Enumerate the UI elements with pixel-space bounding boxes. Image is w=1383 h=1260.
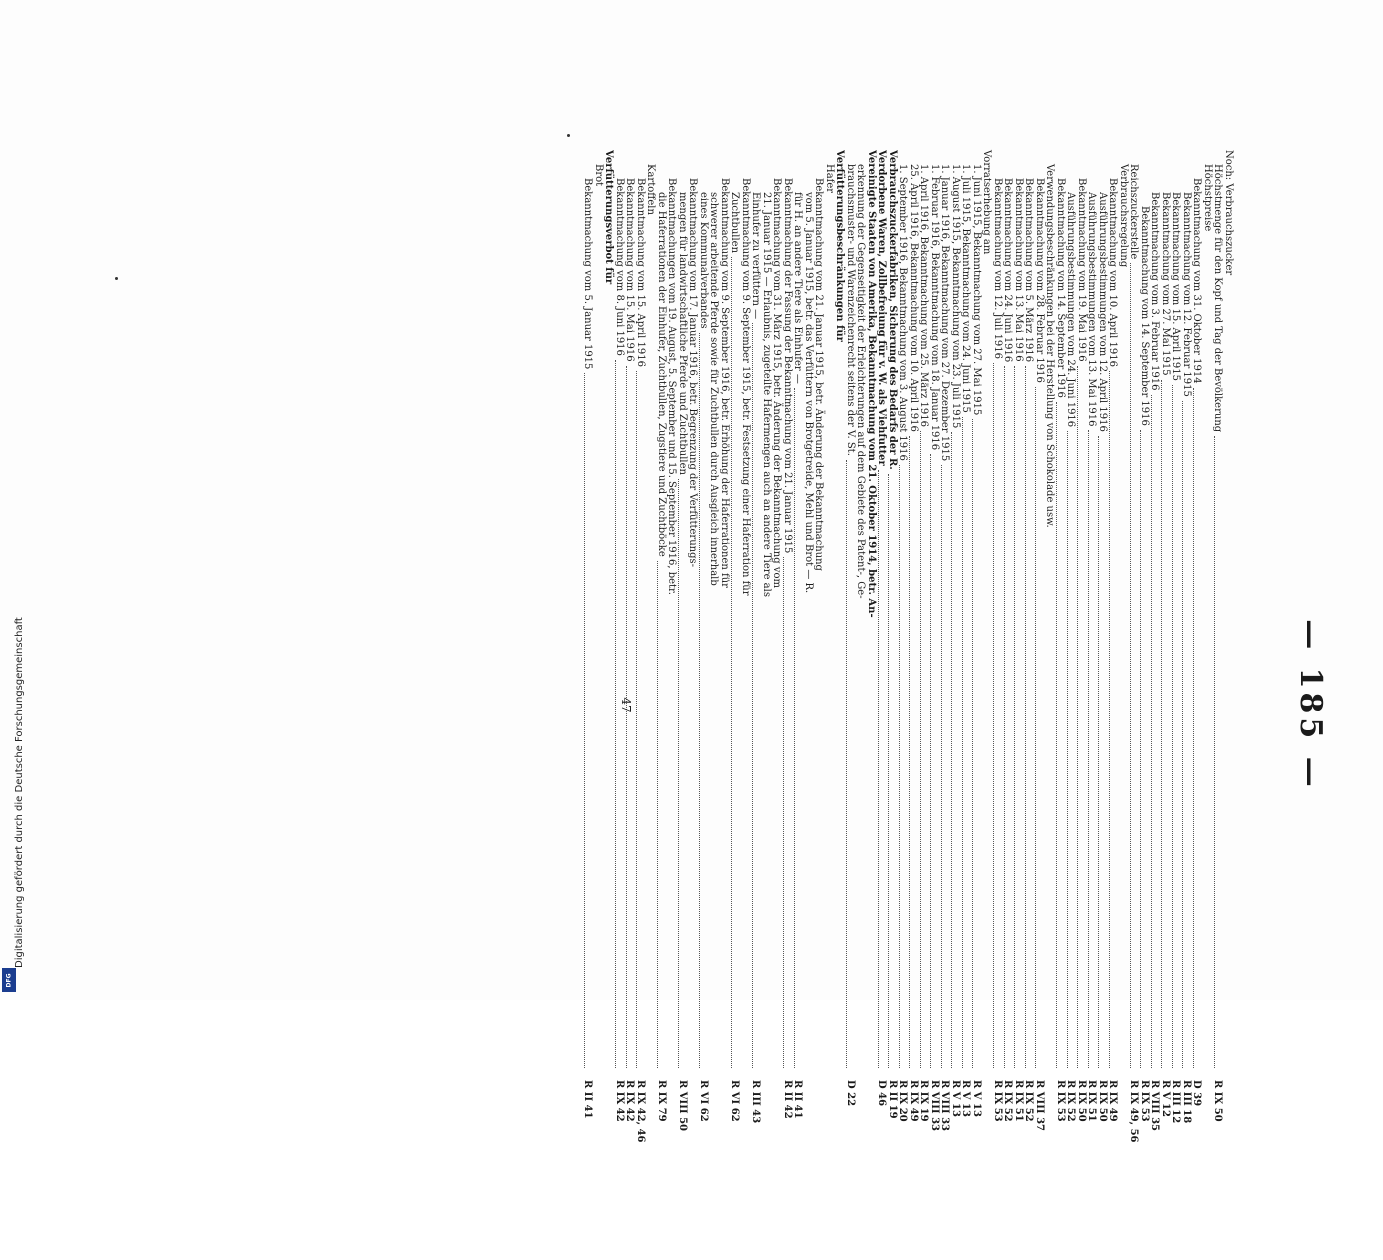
entry-reference: R VIII 50 bbox=[677, 1080, 688, 1131]
entry-text: Verfütterungsbeschränkungen für bbox=[834, 150, 846, 342]
index-entry bbox=[876, 150, 887, 1190]
entry-reference: R IX 42 bbox=[614, 1080, 625, 1122]
entry-reference: R II 42 bbox=[782, 1080, 793, 1119]
leader-dots bbox=[910, 436, 911, 1068]
index-entry bbox=[1118, 150, 1129, 1190]
entry-text: Höchstmenge für den Kopf und Tag der Bevölkerung bbox=[1212, 164, 1224, 433]
leader-dots bbox=[1130, 263, 1131, 1068]
entry-text: Ausführungsbestimmungen vom 13. Mai 1916 bbox=[1086, 192, 1098, 427]
index-entry bbox=[603, 150, 614, 1190]
entry-text: Ausführungsbestimmungen vom 24. Juni 1916 bbox=[1065, 192, 1077, 428]
entry-text: Bekanntmachung vom 13. Mai 1916 bbox=[1013, 178, 1024, 362]
index-entry bbox=[750, 150, 761, 1190]
leader-dots bbox=[962, 417, 963, 1068]
entry-text: Ausführungsbestimmungen vom 12. April 1916 bbox=[1097, 192, 1108, 432]
index-entry bbox=[761, 150, 772, 1190]
entry-text: Bekanntmachung vom 5. Januar 1915 bbox=[582, 178, 594, 370]
entry-reference: R VIII 37 bbox=[1034, 1080, 1045, 1131]
index-entry bbox=[824, 150, 835, 1190]
entry-reference: R IX 51 bbox=[1013, 1080, 1024, 1122]
entry-text: Bekanntmachung vom 31. Oktober 1914 bbox=[1191, 178, 1203, 384]
index-entry bbox=[1086, 150, 1097, 1190]
index-entry bbox=[708, 150, 719, 1190]
entry-text: 1. September 1916, Bekanntmachung vom 3. August 1916 bbox=[897, 164, 909, 461]
index-entry bbox=[635, 150, 646, 1190]
entry-reference: R IX 50 bbox=[1097, 1080, 1108, 1122]
leader-dots bbox=[847, 460, 848, 1068]
entry-text: Kartoffeln bbox=[645, 164, 657, 215]
leader-dots bbox=[1088, 430, 1089, 1068]
leader-dots bbox=[1078, 366, 1079, 1068]
leader-dots bbox=[784, 557, 785, 1068]
index-page bbox=[273, 150, 1328, 1260]
entry-text: Vorratserhebung am bbox=[981, 150, 993, 255]
leader-dots bbox=[731, 257, 732, 1068]
entry-text: 1. Juni 1915, Bekanntmachung vom 27. Mai 1915 bbox=[971, 164, 982, 416]
entry-text: Verwendungsbeschränkungen bei der Herstellung von Schokolade usw. bbox=[1044, 164, 1056, 528]
entry-text: Verdorbene Waren, Zollbefreiung für v. W. als Viehfutter bbox=[876, 150, 888, 466]
entry-text: 21. Januar 1915 — Erlaubnis, zugeteilte Hafermengen auch an andere Tiere als bbox=[761, 192, 772, 597]
index-entry bbox=[1160, 150, 1171, 1190]
index-entry bbox=[1107, 150, 1118, 1190]
index-entry bbox=[803, 150, 814, 1190]
entry-reference: R IX 49, 56 bbox=[1128, 1080, 1140, 1143]
leader-dots bbox=[1067, 431, 1068, 1068]
entry-text: Bekanntmachung vom 10. April 1916 bbox=[1107, 178, 1119, 367]
entry-text: 1. Januar 1916, Bekanntmachung vom 27. Dezember 1915 bbox=[939, 164, 951, 462]
index-entry bbox=[908, 150, 919, 1190]
leader-dots bbox=[1214, 436, 1215, 1068]
leader-dots bbox=[952, 432, 953, 1068]
leader-dots bbox=[752, 323, 753, 1068]
dfg-logo-text: DFG bbox=[5, 972, 13, 988]
entry-text: Hafer bbox=[824, 164, 835, 194]
index-entry bbox=[792, 150, 803, 1190]
index-entry bbox=[855, 150, 866, 1190]
entry-reference: R IX 53 bbox=[1055, 1080, 1066, 1122]
leader-dots bbox=[1099, 436, 1100, 1068]
credit-text: Digitalisierung gefördert durch die Deutsche Forschungsgemeinschaft bbox=[14, 617, 25, 968]
entry-text: Bekanntmachung vom 21. Januar 1915, betr. Änderung der Bekanntmachung bbox=[813, 178, 825, 571]
index-entry bbox=[656, 150, 667, 1190]
scan-speck bbox=[115, 277, 118, 280]
index-entry bbox=[582, 150, 593, 1190]
leader-dots bbox=[637, 371, 638, 1068]
leader-dots bbox=[1109, 371, 1110, 1068]
entry-text: Brot bbox=[593, 164, 604, 187]
rotated-index-page bbox=[123, 150, 1328, 1143]
entry-text: Bekanntmachung der Fassung der Bekanntmachung vom 21. Januar 1915 bbox=[782, 178, 793, 554]
entry-reference: R III 43 bbox=[750, 1080, 762, 1124]
entry-text: Einhufer zu verfüttern — bbox=[750, 192, 762, 320]
index-entry bbox=[677, 150, 688, 1190]
index-entry bbox=[1034, 150, 1045, 1190]
entry-text: vom 5. Januar 1915, betr. das Verfüttern von Brotgetreide, Mehl und Brot — R. bbox=[803, 192, 814, 594]
entry-text: 1. April 1916, Bekanntmachung vom 25. März 1916 bbox=[918, 164, 930, 427]
index-entry bbox=[1023, 150, 1034, 1190]
index-entry bbox=[918, 150, 929, 1190]
entry-reference: R V 13 bbox=[971, 1080, 982, 1117]
index-entry bbox=[698, 150, 709, 1190]
entry-text: Bekanntmachung vom 28. Februar 1916 bbox=[1034, 178, 1045, 383]
index-entry bbox=[1065, 150, 1076, 1190]
entry-reference: R IX 50 bbox=[1212, 1080, 1224, 1122]
index-entry bbox=[950, 150, 961, 1190]
entry-text: Bekanntmachung vom 12. Februar 1915 bbox=[1181, 192, 1192, 397]
entry-text: Bekanntmachung vom 15. April 1915 bbox=[1170, 192, 1182, 381]
entry-text: erkennung der Gegenseitigkeit der Erleichterungen auf dem Gebiete des Patent-, Ge- bbox=[855, 164, 867, 599]
index-entry bbox=[1181, 150, 1192, 1190]
entry-text: Bekanntmachung vom 9. September 1916, betr. Erhöhung der Haferrationen für bbox=[719, 178, 730, 588]
entry-reference: R IX 19 bbox=[918, 1080, 930, 1122]
index-entry bbox=[645, 150, 656, 1190]
index-entry bbox=[1191, 150, 1202, 1190]
entry-text: Bekanntmachung vom 19. Mai 1916 bbox=[1076, 178, 1087, 362]
entry-text: Bekanntmachung vom 8. Juni 1916 bbox=[614, 178, 625, 356]
entry-text: Verfütterungsverbot für bbox=[603, 150, 615, 285]
entry-text: 1. Juli 1915, Bekanntmachung vom 24. Juni 1915 bbox=[960, 164, 972, 413]
footer-number: 47 bbox=[619, 697, 633, 713]
leader-dots bbox=[1162, 380, 1163, 1068]
index-entry bbox=[834, 150, 845, 1190]
leader-dots bbox=[794, 388, 795, 1068]
leader-dots bbox=[616, 360, 617, 1068]
entry-text: Bekanntmachung vom 24. Juni 1916 bbox=[1002, 178, 1014, 363]
leader-dots bbox=[941, 465, 942, 1068]
entry-text: die Haferrationen der Einhufer, Zuchtbullen, Zugstiere und Zuchtböcke bbox=[656, 192, 667, 557]
index-entry bbox=[782, 150, 793, 1190]
entry-text: Bekanntmachung vom 14. September 1916 bbox=[1139, 206, 1150, 426]
entry-reference: R IX 51 bbox=[1086, 1080, 1098, 1122]
dfg-credit bbox=[0, 0, 25, 1000]
index-entries bbox=[582, 150, 1233, 1190]
entry-text: Verbrauchszuckerfabriken, Sicherung des Bedarfs der R. bbox=[887, 150, 898, 470]
entry-text: Bekanntmachung vom 3. Februar 1916 bbox=[1149, 192, 1161, 391]
entry-reference: R IX 53 bbox=[1139, 1080, 1150, 1122]
index-entry bbox=[729, 150, 740, 1190]
index-entry bbox=[971, 150, 982, 1190]
entry-reference: R II 41 bbox=[582, 1080, 594, 1119]
entry-text: Zuchtbullen bbox=[729, 192, 741, 254]
entry-text: Bekanntmachung vom 15. Mai 1916 bbox=[624, 178, 636, 362]
leader-dots bbox=[1025, 366, 1026, 1068]
leader-dots bbox=[700, 333, 701, 1068]
index-entry bbox=[992, 150, 1003, 1190]
index-entry bbox=[981, 150, 992, 1190]
entry-reference: R IX 79 bbox=[656, 1080, 667, 1122]
leader-dots bbox=[920, 431, 921, 1068]
entry-text: Vereinigte Staaten von Amerika, Bekanntmachung vom 21. Oktober 1914, betr. An- bbox=[866, 150, 877, 618]
index-entry bbox=[1128, 150, 1139, 1190]
index-entry bbox=[1055, 150, 1066, 1190]
entry-reference: R V 13 bbox=[960, 1080, 972, 1117]
entry-reference: R VIII 35 bbox=[1149, 1080, 1161, 1131]
leader-dots bbox=[679, 479, 680, 1068]
entry-reference: R V 13 bbox=[950, 1080, 961, 1117]
index-entry bbox=[813, 150, 824, 1190]
index-entry bbox=[719, 150, 730, 1190]
entry-text: Bekanntmachung vom 9. September 1915, betr. Festsetzung einer Haferration für bbox=[740, 178, 751, 596]
entry-text: Bekanntmachungen vom 19. August, 5. September und 15. September 1916, betr. bbox=[666, 178, 678, 595]
entry-reference: R IX 52 bbox=[1065, 1080, 1077, 1122]
entry-text: Bekanntmachung vom 15. April 1916 bbox=[635, 178, 646, 367]
entry-reference: D 22 bbox=[845, 1080, 856, 1107]
leader-dots bbox=[1057, 402, 1058, 1068]
entry-reference: R III 12 bbox=[1170, 1080, 1182, 1124]
entry-text: brauchsmuster- und Warenzeichenrecht seitens der V. St. bbox=[845, 164, 856, 456]
entry-reference: R II 41 bbox=[792, 1080, 804, 1119]
leader-dots bbox=[1172, 385, 1173, 1068]
leader-dots bbox=[1183, 401, 1184, 1068]
index-entry bbox=[1149, 150, 1160, 1190]
index-entry bbox=[1202, 150, 1213, 1190]
index-entry bbox=[1044, 150, 1055, 1190]
entry-text: Bekanntmachung vom 27. Mai 1915 bbox=[1160, 192, 1171, 376]
index-entry bbox=[887, 150, 898, 1190]
entry-reference: R IX 20 bbox=[897, 1080, 909, 1122]
dfg-logo-icon bbox=[2, 968, 16, 992]
entry-text: mengen für landwirtschaftliche Pferde und Zuchtbullen bbox=[677, 192, 688, 475]
entry-reference: R IX 49 bbox=[908, 1080, 919, 1122]
leader-dots bbox=[1036, 387, 1037, 1068]
entry-text: Reichszuckerstelle bbox=[1128, 164, 1140, 260]
leader-dots bbox=[899, 465, 900, 1068]
leader-dots bbox=[931, 454, 932, 1068]
index-entry bbox=[1076, 150, 1087, 1190]
entry-text: schwerer arbeitende Pferde sowie für Zuchtbullen durch Ausgleich innerhalb bbox=[708, 192, 720, 586]
index-entry bbox=[897, 150, 908, 1190]
index-entry bbox=[593, 150, 604, 1190]
index-entry bbox=[1223, 150, 1234, 1190]
entry-reference: D 46 bbox=[876, 1080, 888, 1107]
index-entry bbox=[1139, 150, 1150, 1190]
leader-dots bbox=[1151, 395, 1152, 1069]
leader-dots bbox=[889, 474, 890, 1068]
leader-dots bbox=[1193, 388, 1194, 1068]
index-entry bbox=[740, 150, 751, 1190]
entry-reference: R VI 62 bbox=[698, 1080, 709, 1122]
entry-text: Bekanntmachung vom 14. September 1916 bbox=[1055, 178, 1066, 398]
entry-reference: R VI 62 bbox=[729, 1080, 741, 1122]
entry-text: 25. April 1916, Bekanntmachung vom 10. April 1916 bbox=[908, 164, 919, 432]
entry-reference: D 39 bbox=[1191, 1080, 1203, 1107]
index-entry bbox=[960, 150, 971, 1190]
entry-reference: R III 18 bbox=[1181, 1080, 1192, 1124]
leader-dots bbox=[878, 470, 879, 1068]
entry-text: Noch: Verbrauchszucker bbox=[1223, 150, 1234, 276]
index-entry bbox=[771, 150, 782, 1190]
index-entry bbox=[845, 150, 856, 1190]
entry-reference: R VIII 33 bbox=[939, 1080, 951, 1131]
leader-dots bbox=[1004, 366, 1005, 1068]
index-entry bbox=[866, 150, 877, 1190]
leader-dots bbox=[584, 373, 585, 1068]
entry-text: Bekanntmachung vom 5. März 1916 bbox=[1023, 178, 1035, 363]
entry-reference: R IX 52 bbox=[1023, 1080, 1035, 1122]
entry-reference: R IX 49 bbox=[1107, 1080, 1119, 1122]
entry-reference: R IX 50 bbox=[1076, 1080, 1087, 1122]
leader-dots bbox=[658, 561, 659, 1068]
index-entry bbox=[1002, 150, 1013, 1190]
entry-text: 1. Februar 1916, Bekanntmachung vom 18. Januar 1916 bbox=[929, 164, 940, 451]
index-entry bbox=[1212, 150, 1223, 1190]
leader-dots bbox=[973, 419, 974, 1068]
entry-reference: R IX 42, 46 bbox=[635, 1080, 646, 1143]
entry-reference: R V 12 bbox=[1160, 1080, 1171, 1117]
entry-text: Bekanntmachung vom 31. März 1915, betr. Änderung der Bekanntmachung vom bbox=[771, 178, 783, 588]
entry-reference: R IX 52 bbox=[1002, 1080, 1014, 1122]
entry-text: eines Kommunalverbandes bbox=[698, 192, 709, 329]
index-entry bbox=[666, 150, 677, 1190]
index-entry bbox=[939, 150, 950, 1190]
index-entry bbox=[929, 150, 940, 1190]
leader-dots bbox=[1015, 366, 1016, 1068]
entry-text: Bekanntmachung vom 12. Juli 1916 bbox=[992, 178, 1003, 360]
entry-reference: R II 19 bbox=[887, 1080, 898, 1119]
leader-dots bbox=[994, 363, 995, 1068]
entry-text: Verbrauchsregelung bbox=[1118, 164, 1129, 268]
entry-text: 1. August 1915, Bekanntmachung vom 23. Juli 1915 bbox=[950, 164, 961, 429]
entry-text: Höchstpreise bbox=[1202, 164, 1213, 232]
entry-reference: R VIII 33 bbox=[929, 1080, 940, 1131]
index-entry bbox=[1013, 150, 1024, 1190]
index-entry bbox=[1170, 150, 1181, 1190]
index-entry bbox=[687, 150, 698, 1190]
entry-reference: R IX 53 bbox=[992, 1080, 1003, 1122]
entry-text: Bekanntmachung vom 17. Januar 1916, betr. Begrenzung der Verfütterungs- bbox=[687, 178, 699, 567]
entry-reference: R IX 42 bbox=[624, 1080, 636, 1122]
leader-dots bbox=[1141, 430, 1142, 1068]
entry-text: für H. an andere Tiere als Einhufer — bbox=[792, 192, 804, 384]
page-number: — 185 — bbox=[1293, 619, 1328, 791]
scan-speck bbox=[567, 134, 570, 137]
index-entry bbox=[1097, 150, 1108, 1190]
